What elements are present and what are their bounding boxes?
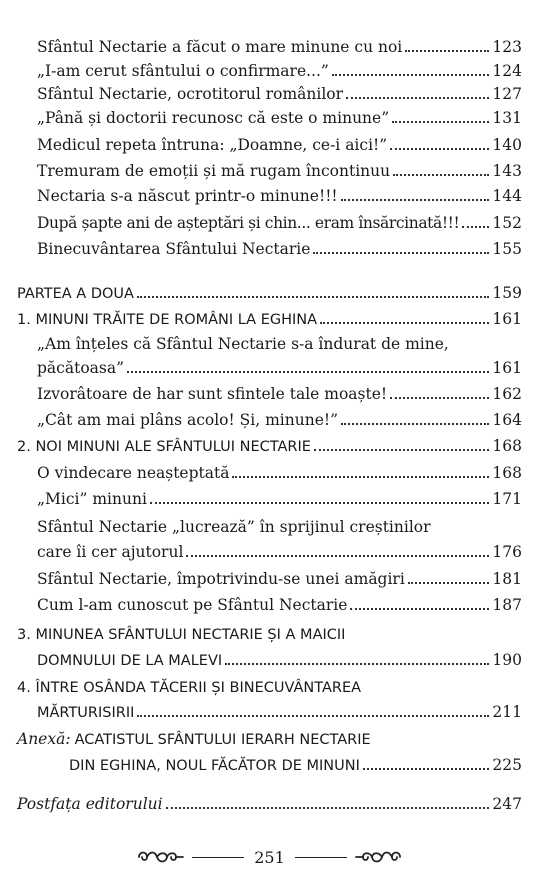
toc-entry-title: Cum l-am cunoscut pe Sfântul Nectarie: [37, 596, 348, 614]
toc-entry-title: 3. MINUNEA SFÂNTULUI NECTARIE ȘI A MAICII: [17, 627, 346, 643]
toc-entry: [37, 61, 522, 81]
toc-entry-title: Medicul repeta întruna: „Doamne, ce-i aici!”: [37, 136, 388, 154]
toc-entry: [37, 463, 522, 483]
toc-chapter: [17, 309, 522, 330]
toc-entry-page: 144: [492, 187, 522, 205]
toc-chapter: [17, 677, 522, 698]
toc-entry-title: DOMNULUI DE LA MALEVI: [37, 653, 223, 669]
dot-leader: [341, 199, 490, 201]
toc-entry: [17, 794, 522, 814]
toc-entry-title: Sfântul Nectarie „lucrează” în sprijinul creștinilor: [37, 518, 431, 536]
toc-entry-page: 140: [492, 136, 522, 154]
toc-entry-page: 176: [492, 543, 522, 561]
toc-part-heading: [17, 283, 522, 304]
toc-entry: [37, 410, 522, 430]
toc-entry-page: 164: [492, 411, 522, 429]
toc-entry: [37, 334, 522, 354]
toc-entry-title: „Am înțeles că Sfântul Nectarie s-a îndurat de mine,: [37, 335, 449, 353]
toc-entry-page: 247: [492, 795, 522, 813]
toc-entry: [37, 384, 522, 404]
toc-chapter: [17, 624, 522, 645]
annex-prefix: Anexă:: [17, 730, 71, 748]
footer-rule: [192, 857, 244, 858]
dot-leader: [332, 74, 490, 76]
dot-leader: [405, 50, 489, 52]
dot-leader: [390, 397, 489, 399]
toc-entry: [37, 37, 522, 57]
toc-entry-page: 143: [492, 162, 522, 180]
toc-entry-title: „Mici” minuni: [37, 490, 147, 508]
toc-entry-page: 171: [492, 490, 522, 508]
toc-entry-page: 161: [492, 310, 522, 328]
toc-entry-title: 1. MINUNI TRĂITE DE ROMÂNI LA EGHINA: [17, 312, 318, 328]
toc-entry: [37, 186, 522, 206]
toc-annex: [17, 729, 522, 750]
dot-leader: [341, 423, 489, 425]
dot-leader: [390, 148, 489, 150]
dot-leader: [393, 174, 489, 176]
toc-entry-title: Sfântul Nectarie a făcut o mare minune cu noi: [37, 38, 403, 56]
toc-entry: [37, 84, 522, 104]
toc-entry-title: „Cât am mai plâns acolo! Și, minune!”: [37, 411, 339, 429]
toc-entry-title: care îi cer ajutorul: [37, 543, 184, 561]
toc-entry-page: 155: [492, 240, 522, 258]
toc-entry-page: 131: [492, 109, 522, 127]
dot-leader: [137, 715, 489, 717]
dot-leader: [225, 663, 489, 665]
dot-leader: [392, 121, 489, 123]
toc-entry: [37, 161, 522, 181]
toc-entry-title: Sfântul Nectarie, împotrivindu-se unei amăgiri: [37, 570, 405, 588]
scroll-ornament-icon: [136, 847, 184, 867]
toc-entry-title: ACATISTUL SFÂNTULUI IERARH NECTARIE: [74, 732, 371, 748]
dot-leader: [408, 582, 490, 584]
toc-entry: [37, 108, 522, 128]
toc-entry-page: 181: [492, 570, 522, 588]
toc-entry-title: Binecuvântarea Sfântului Nectarie: [37, 240, 311, 258]
toc-entry-title: Sfântul Nectarie, ocrotitorul românilor: [37, 85, 344, 103]
toc-entry-title: Tremuram de emoții și mă rugam încontinuu: [37, 162, 391, 180]
toc-entry-title: „Până și doctorii recunosc că este o minune”: [37, 109, 390, 127]
toc-entry-title: păcătoasa”: [37, 359, 125, 377]
footer-rule: [295, 857, 347, 858]
toc-entry-page: 123: [492, 38, 522, 56]
toc-entry: [37, 517, 522, 537]
dot-leader: [166, 807, 490, 809]
scroll-ornament-icon: [355, 847, 403, 867]
toc-entry: [37, 135, 522, 155]
toc-entry-page: 187: [492, 596, 522, 614]
toc-entry-page: 127: [492, 85, 522, 103]
dot-leader: [320, 322, 489, 324]
toc-entry-title: Nectaria s-a născut printr-o minune!!!: [37, 187, 338, 205]
dot-leader: [150, 502, 489, 504]
toc-entry-page: 152: [492, 214, 522, 232]
toc-entry-page: 168: [492, 437, 522, 455]
toc-entry-page: 162: [492, 385, 522, 403]
dot-leader: [462, 226, 489, 228]
toc-entry-title: „I-am cerut sfântului o confirmare...”: [37, 62, 329, 80]
toc-entry: [37, 595, 522, 615]
toc-entry-title: 2. NOI MINUNI ALE SFÂNTULUI NECTARIE: [17, 439, 311, 455]
toc-entry: [37, 569, 522, 589]
toc-entry-page: 159: [492, 284, 522, 302]
toc-entry-title: DIN EGHINA, NOUL FĂCĂTOR DE MINUNI: [69, 758, 360, 774]
dot-leader: [137, 296, 489, 298]
page-footer: [0, 842, 539, 872]
toc-entry-title: Postfața editorului: [17, 795, 163, 813]
page-number: 251: [254, 847, 285, 867]
toc-entry: [37, 239, 522, 259]
toc-entry: [37, 542, 522, 562]
dot-leader: [313, 252, 489, 254]
toc-entry-page: 211: [492, 703, 522, 721]
dot-leader: [186, 555, 489, 557]
toc-entry-title: MĂRTURISIRII: [37, 705, 135, 721]
toc-entry-title: După șapte ani de așteptări și chin... eram însărcinată!!!: [37, 214, 460, 232]
dot-leader: [127, 371, 489, 373]
dot-leader: [363, 768, 490, 770]
toc-entry-page: 124: [492, 62, 522, 80]
toc-entry-page: 161: [492, 359, 522, 377]
toc-entry-title: Izvorâtoare de har sunt sfintele tale moaște!: [37, 385, 388, 403]
toc-entry: [37, 489, 522, 509]
dot-leader: [232, 476, 489, 478]
toc-entry-page: 225: [492, 756, 522, 774]
toc-entry: [37, 213, 522, 233]
toc-entry-title: 4. ÎNTRE OSÂNDA TĂCERII ȘI BINECUVÂNTAREA: [17, 680, 362, 696]
toc-chapter: [37, 650, 522, 671]
toc-chapter: [17, 436, 522, 457]
toc-entry: [37, 358, 522, 378]
toc-entry-page: 190: [492, 651, 522, 669]
toc-chapter: [37, 702, 522, 723]
dot-leader: [314, 449, 489, 451]
toc-entry-title: O vindecare neașteptată: [37, 464, 230, 482]
toc-annex: [69, 755, 522, 776]
toc-entry-page: 168: [492, 464, 522, 482]
dot-leader: [346, 97, 489, 99]
toc-entry-title: PARTEA A DOUA: [17, 286, 134, 302]
dot-leader: [350, 608, 489, 610]
